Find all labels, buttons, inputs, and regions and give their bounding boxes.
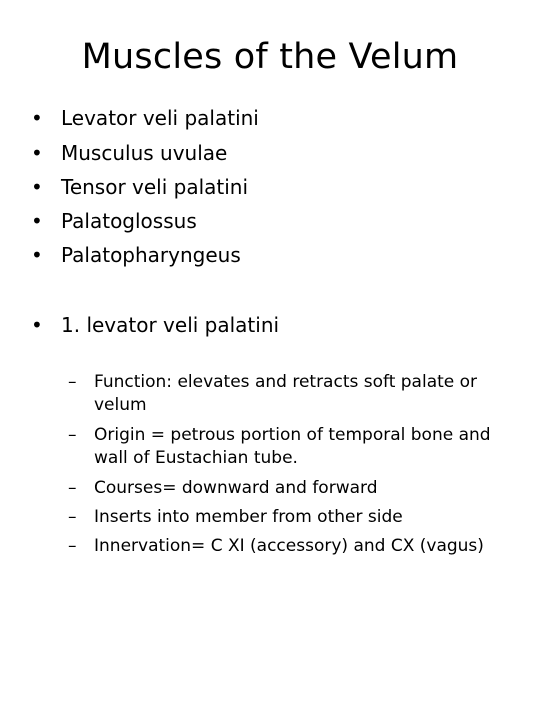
detail-item-inserts — [68, 506, 518, 529]
detail-text: Inserts into member from other side — [94, 507, 403, 527]
bullet-icon: • — [31, 209, 43, 233]
detail-text: Function: elevates and retracts soft palate or velum — [94, 372, 478, 415]
bullet-icon: • — [31, 313, 43, 337]
detail-item-courses — [68, 477, 518, 500]
dash-icon: – — [68, 507, 77, 527]
detail-text: Origin = petrous portion of temporal bone and wall of Eustachian tube. — [94, 425, 491, 468]
detail-item-innervation — [68, 535, 518, 558]
muscle-name: Levator veli palatini — [61, 106, 259, 130]
muscle-name: Tensor veli palatini — [61, 175, 249, 199]
detail-item-origin — [68, 424, 518, 470]
bullet-icon: • — [31, 106, 43, 130]
bullet-icon: • — [31, 243, 43, 267]
detail-heading: 1. levator veli palatini — [61, 313, 280, 337]
muscle-name: Musculus uvulae — [61, 141, 228, 165]
muscle-name: Palatoglossus — [61, 209, 197, 233]
bullet-icon: • — [31, 141, 43, 165]
dash-icon: – — [68, 536, 77, 556]
detail-text: Courses= downward and forward — [94, 478, 378, 498]
dash-icon: – — [68, 425, 77, 445]
bullet-icon: • — [31, 175, 43, 199]
detail-item-function — [68, 371, 518, 417]
dash-icon: – — [68, 372, 77, 392]
dash-icon: – — [68, 478, 77, 498]
detail-text: Innervation= C XI (accessory) and CX (vagus) — [94, 536, 484, 556]
slide-title: Muscles of the Velum — [81, 37, 459, 77]
muscle-name: Palatopharyngeus — [61, 243, 241, 267]
